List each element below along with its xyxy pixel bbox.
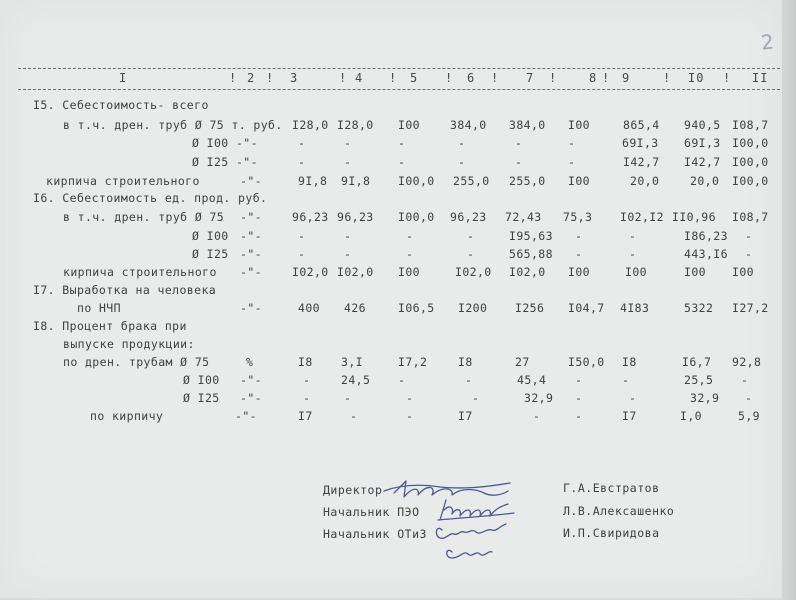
table-cell: - [344, 247, 352, 261]
table-cell: - [629, 247, 637, 261]
table-cell: 9I,8 [298, 174, 328, 188]
table-cell: - [465, 373, 473, 387]
column-separator: ! [723, 71, 732, 85]
table-cell: I02,0 [337, 265, 374, 279]
header-bottom-rule [18, 89, 780, 90]
column-header-6: 6 [467, 71, 476, 85]
table-cell: - [467, 247, 475, 261]
table-cell: - [568, 136, 576, 150]
unit-cell: -"- [240, 265, 262, 279]
table-cell: - [745, 229, 753, 243]
table-cell: I95,63 [509, 229, 553, 243]
column-header-1: I [119, 71, 128, 85]
table-cell: - [575, 373, 583, 387]
table-cell: - [298, 229, 306, 243]
column-header-4: 4 [355, 71, 364, 85]
table-cell: - [629, 391, 637, 405]
table-cell: I06,5 [398, 301, 435, 315]
table-cell: - [406, 391, 414, 405]
row-label: в т.ч. дрен. труб Ø 75 т. руб. [63, 118, 283, 132]
table-cell: 92,8 [732, 355, 762, 369]
table-cell: 255,0 [509, 174, 546, 188]
table-cell: - [398, 155, 406, 169]
row-label: I5. Себестоимость- всего [33, 98, 209, 112]
row-label: Ø I25 -"- [192, 155, 258, 169]
table-cell: - [629, 229, 637, 243]
table-cell: I8 [298, 355, 313, 369]
row-label: I6. Себестоимость ед. прод. руб. [33, 191, 268, 205]
table-cell: 255,0 [453, 174, 490, 188]
table-cell: I42,7 [623, 155, 660, 169]
table-cell: 96,23 [337, 210, 374, 224]
unit-cell: -"- [240, 247, 262, 261]
table-cell: I00,0 [398, 210, 435, 224]
table-cell: I02,0 [509, 265, 546, 279]
unit-cell: -"- [240, 301, 262, 315]
table-cell: I27,2 [732, 301, 769, 315]
table-cell: I200 [458, 301, 488, 315]
table-cell: - [745, 391, 753, 405]
column-header-2: 2 [247, 71, 256, 85]
row-label: кирпича строительного [63, 265, 217, 279]
table-cell: 32,9 [524, 391, 554, 405]
table-cell: 384,0 [509, 118, 546, 132]
table-cell: - [298, 136, 306, 150]
table-cell: I00 [732, 265, 754, 279]
column-separator: ! [663, 71, 672, 85]
table-cell: - [406, 247, 414, 261]
table-cell: I08,7 [732, 210, 769, 224]
table-cell: 96,23 [292, 210, 329, 224]
table-cell: - [458, 155, 466, 169]
table-cell: 96,23 [450, 210, 487, 224]
table-cell: - [406, 229, 414, 243]
row-label: кирпича строительного [46, 174, 200, 188]
table-cell: - [298, 155, 306, 169]
table-cell: - [515, 136, 523, 150]
unit-cell: -"- [240, 229, 262, 243]
table-cell: 426 [344, 301, 366, 315]
table-cell: - [745, 247, 753, 261]
table-cell: - [575, 229, 583, 243]
table-cell: - [472, 391, 480, 405]
table-cell: 9I,8 [341, 174, 371, 188]
table-cell: 25,5 [684, 373, 714, 387]
table-cell: - [406, 409, 414, 423]
table-cell: I86,23 [684, 229, 728, 243]
table-cell: I00 [398, 118, 420, 132]
column-header-7: 7 [526, 71, 535, 85]
table-cell: 32,9 [690, 391, 720, 405]
table-cell: I00,0 [732, 136, 769, 150]
unit-cell: -"- [235, 409, 257, 423]
table-cell: 75,3 [563, 210, 593, 224]
unit-cell: -"- [240, 174, 262, 188]
signature-name-director: Г.А.Евстратов [563, 481, 660, 495]
row-label: в т.ч. дрен. труб Ø 75 [63, 210, 225, 224]
table-cell: 384,0 [450, 118, 487, 132]
header-top-rule [18, 68, 780, 69]
table-cell: I8 [458, 355, 473, 369]
table-cell: II0,96 [672, 210, 716, 224]
table-cell: I00,0 [732, 155, 769, 169]
table-cell: I08,7 [732, 118, 769, 132]
table-cell: - [344, 391, 352, 405]
table-cell: I00 [568, 118, 590, 132]
column-header-11: II [752, 71, 769, 85]
table-cell: I00,0 [732, 174, 769, 188]
column-header-3: 3 [290, 71, 299, 85]
row-label: по НЧП [77, 301, 121, 315]
table-cell: - [515, 155, 523, 169]
table-cell: 45,4 [517, 373, 547, 387]
table-cell: 5322 [684, 301, 714, 315]
column-separator: ! [491, 71, 500, 85]
table-cell: I8 [622, 355, 637, 369]
table-cell: 443,I6 [684, 247, 728, 261]
table-cell: - [533, 409, 541, 423]
table-cell: I,0 [680, 409, 702, 423]
table-cell: 565,88 [509, 247, 553, 261]
table-cell: I00 [684, 265, 706, 279]
table-cell: I02,I2 [620, 210, 664, 224]
table-cell: 3,I [341, 355, 363, 369]
row-label: I7. Выработка на человека [33, 283, 217, 297]
row-label: Ø I00 [183, 373, 220, 387]
table-cell: I00 [398, 265, 420, 279]
table-cell: I6,7 [682, 355, 712, 369]
column-separator: ! [339, 71, 348, 85]
table-cell: I00 [625, 265, 647, 279]
column-separator: ! [445, 71, 454, 85]
row-label: Ø I00 -"- [192, 136, 258, 150]
table-cell: 865,4 [623, 118, 660, 132]
table-cell: I28,0 [337, 118, 374, 132]
row-label: выпуске продукции: [63, 337, 195, 351]
table-cell: I00,0 [398, 174, 435, 188]
column-header-5: 5 [410, 71, 419, 85]
row-label: Ø I25 [183, 391, 220, 405]
row-label: Ø I00 [192, 229, 229, 243]
table-cell: I7,2 [398, 355, 428, 369]
row-label: I8. Процент брака при [33, 319, 187, 333]
table-cell: - [344, 155, 352, 169]
table-cell: I04,7 [568, 301, 605, 315]
column-separator: ! [602, 71, 611, 85]
table-cell: I00 [568, 174, 590, 188]
row-label: по кирпичу [90, 409, 164, 423]
table-cell: - [398, 373, 406, 387]
signature-name-otiz: И.П.Свиридова [563, 526, 660, 540]
column-separator: ! [266, 71, 275, 85]
table-cell: 24,5 [341, 373, 371, 387]
table-cell: I256 [515, 301, 545, 315]
table-cell: 400 [298, 301, 320, 315]
column-separator: ! [389, 71, 398, 85]
table-cell: 27 [515, 355, 530, 369]
row-label: Ø I25 [192, 247, 229, 261]
table-cell: - [741, 373, 749, 387]
table-cell: - [568, 155, 576, 169]
otiz-signature [430, 520, 520, 564]
table-cell: I50,0 [568, 355, 605, 369]
table-cell: - [575, 247, 583, 261]
table-cell: 20,0 [630, 174, 660, 188]
table-cell: - [350, 409, 358, 423]
table-cell: - [298, 247, 306, 261]
table-cell: - [458, 136, 466, 150]
paper-edge [782, 0, 796, 600]
table-cell: - [575, 409, 583, 423]
table-cell: 69I,3 [622, 136, 659, 150]
table-cell: I28,0 [292, 118, 329, 132]
row-label: по дрен. трубам Ø 75 [63, 355, 210, 369]
column-separator: ! [229, 71, 238, 85]
table-cell: 69I,3 [684, 136, 721, 150]
column-header-9: 9 [622, 71, 631, 85]
unit-cell: % [246, 355, 254, 369]
table-cell: - [344, 229, 352, 243]
column-header-8: 8 [589, 71, 598, 85]
handwritten-page-number: 2 [759, 29, 775, 55]
table-cell: - [344, 136, 352, 150]
table-cell: I02,0 [292, 265, 329, 279]
table-cell: 5,9 [738, 409, 760, 423]
table-cell: I7 [298, 409, 313, 423]
signature-title-otiz: Начальник ОТиЗ [323, 527, 427, 541]
unit-cell: -"- [240, 210, 262, 224]
table-cell: I02,0 [455, 265, 492, 279]
table-cell: - [575, 391, 583, 405]
table-cell: 940,5 [684, 118, 721, 132]
table-cell: 4I83 [620, 301, 650, 315]
table-cell: 72,43 [505, 210, 542, 224]
table-cell: I7 [622, 409, 637, 423]
signature-title-director: Директор [323, 483, 383, 497]
table-cell: 20,0 [690, 174, 720, 188]
unit-cell: -"- [240, 391, 262, 405]
table-cell: - [398, 136, 406, 150]
unit-cell: -"- [240, 373, 262, 387]
table-cell: I00 [568, 265, 590, 279]
table-cell: I7 [458, 409, 473, 423]
column-header-10: I0 [688, 71, 705, 85]
column-separator: ! [549, 71, 558, 85]
signature-name-peo: Л.В.Алексашенко [563, 504, 675, 518]
table-cell: - [467, 229, 475, 243]
table-cell: - [622, 373, 630, 387]
table-cell: - [303, 391, 311, 405]
signature-title-peo: Начальник ПЭО [323, 505, 420, 519]
table-cell: - [303, 373, 311, 387]
table-cell: I42,7 [684, 155, 721, 169]
